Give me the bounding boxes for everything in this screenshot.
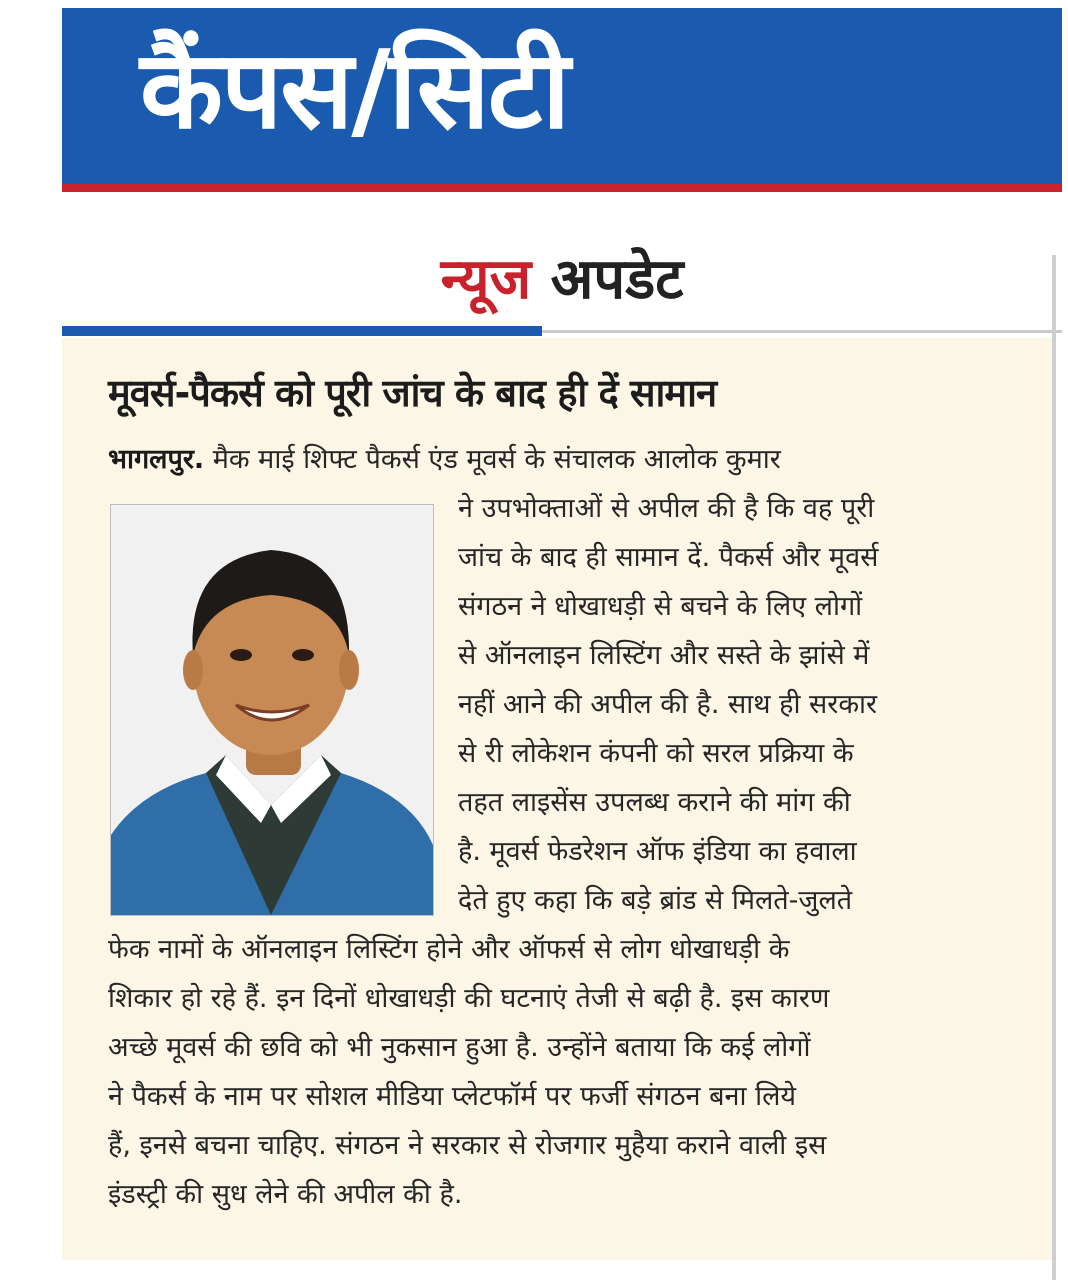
article-line: से ऑनलाइन लिस्टिंग और सस्ते के झांसे में — [458, 640, 870, 671]
article-line: इंडस्ट्री की सुध लेने की अपील की है. — [108, 1179, 463, 1210]
article-line: संगठन ने धोखाधड़ी से बचने के लिए लोगों — [458, 591, 863, 622]
news-update-heading — [62, 240, 1062, 320]
news-label: न्यूज — [440, 247, 532, 312]
dateline: भागलपुर. — [108, 444, 205, 475]
article-line: तहत लाइसेंस उपलब्ध कराने की मांग की — [458, 787, 851, 818]
article-line: भागलपुर. मैक माई शिफ्ट पैकर्स एंड मूवर्स के संचालक आलोक कुमार — [108, 444, 781, 475]
column-divider — [1052, 255, 1056, 1280]
article-headline: मूवर्स-पैकर्स को पूरी जांच के बाद ही दें सामान — [108, 371, 717, 415]
article-line: फेक नामों के ऑनलाइन लिस्टिंग होने और ऑफर्स से लोग धोखाधड़ी के — [108, 934, 790, 965]
article-line: अच्छे मूवर्स की छवि को भी नुकसान हुआ है. उन्होंने बताया कि कई लोगों — [108, 1032, 811, 1063]
heading-rule-grey — [542, 330, 1062, 333]
person-photo — [110, 504, 434, 916]
article-line: से री लोकेशन कंपनी को सरल प्रक्रिया के — [458, 738, 854, 769]
article-line: ने पैकर्स के नाम पर सोशल मीडिया प्लेटफॉर्म पर फर्जी संगठन बना लिये — [108, 1081, 797, 1112]
article-line: नहीं आने की अपील की है. साथ ही सरकार — [458, 689, 878, 720]
article-line: हैं, इनसे बचना चाहिए. संगठन ने सरकार से रोजगार मुहैया कराने वाली इस — [108, 1130, 827, 1161]
article-line: जांच के बाद ही सामान दें. पैकर्स और मूवर्स — [458, 542, 879, 573]
article-line: ने उपभोक्ताओं से अपील की है कि वह पूरी — [458, 493, 875, 524]
article-line: है. मूवर्स फेडरेशन ऑफ इंडिया का हवाला — [458, 836, 857, 867]
banner-title: कैंपस/सिटी — [140, 28, 569, 153]
article-line: शिकार हो रहे हैं. इन दिनों धोखाधड़ी की घटनाएं तेजी से बढ़ी है. इस कारण — [108, 983, 830, 1014]
update-label: अपडेट — [550, 247, 684, 312]
article-line: देते हुए कहा कि बड़े ब्रांड से मिलते-जुलते — [458, 885, 853, 916]
heading-rule-blue — [62, 326, 542, 336]
portrait-image — [111, 505, 433, 915]
section-banner — [62, 8, 1062, 192]
